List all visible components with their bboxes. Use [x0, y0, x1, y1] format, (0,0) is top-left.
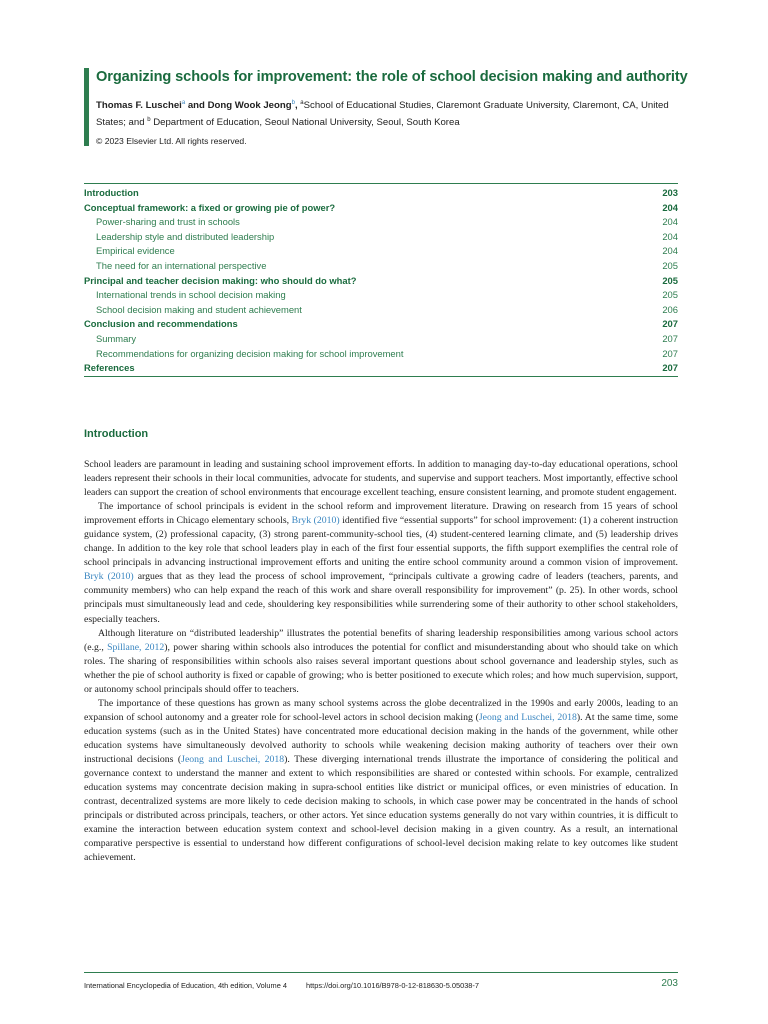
toc-entry[interactable]: [84, 244, 678, 259]
table-of-contents: [84, 186, 678, 376]
article-header: [84, 68, 696, 146]
toc-entry[interactable]: [84, 215, 678, 230]
toc-entry-page: 206: [662, 303, 678, 315]
body-paragraph: Although literature on “distributed leadership” illustrates the potential benefits of sharing leadership responsibilities among various school actors (e.g., Spillane, 2012), power sharing within schools also introduces the potential for conflict and misunderstanding about who should take on which roles. The sharing of responsibilities within schools also raises several important questions about school governance and leadership styles, such as whether the pie of school authority is fixed or capable of growing; who is better positioned to execute which roles; and how much supervision, support, or autonomy school principals should offer to teachers.: [84, 627, 678, 695]
citation-link[interactable]: Bryk (2010): [291, 515, 340, 527]
article-body: [84, 458, 678, 865]
citation-link[interactable]: Spillane, 2012: [107, 641, 165, 653]
citation-link[interactable]: Bryk (2010): [84, 571, 134, 583]
toc-entry-page: 207: [662, 318, 678, 330]
affiliation-marker: a: [300, 100, 304, 106]
body-paragraph: The importance of these questions has grown as many school systems across the globe decentralized in the 1990s and early 2000s, leading to an expansion of school autonomy and a greater role for school-level actors in school decision making (Jeong and Luschei, 2018). At the same time, some education systems (such as in the United States) have concentrated more educational decision making in the hands of the government, while other education systems have simultaneously devolved authority to schools while weakening decision making authority of teachers over their own instructional decisions (Jeong and Luschei, 2018). These diverging international trends illustrate the importance of considering the political and governance context to understand the manner and extent to which responsibilities are shared or contested within schools. For example, centralized education systems may concentrate decision making in supra-school entities like district or municipal offices, or even ministries of education. In contrast, decentralized systems are more likely to cede decision making to schools, in which case power may be concentrated in the hands of school principals or distributed across principals, teachers, or other actors. Yet since education systems generally do not vary within countries, it is difficult to examine the interaction between education system context and school-level decision making in a given country. As a result, an international comparative perspective is essential to understand how different configurations of school-level decision making relate to key outcomes like student achievement.: [84, 697, 678, 864]
affiliation-a: School of Educational Studies, Claremont Graduate University, Claremont, CA, United States; and: [96, 100, 669, 129]
toc-entry[interactable]: [84, 317, 678, 332]
toc-entry-label: Summary: [96, 332, 137, 344]
toc-entry[interactable]: [84, 230, 678, 245]
copyright-notice: © 2023 Elsevier Ltd. All rights reserved.: [96, 136, 247, 147]
toc-entry[interactable]: [84, 201, 678, 216]
toc-entry-page: 207: [662, 362, 678, 374]
author-name: Dong Wook Jeong: [207, 100, 292, 112]
toc-entry[interactable]: [84, 186, 678, 201]
body-paragraph: The importance of school principals is evident in the school reform and improvement literature. Drawing on research from 15 years of school improvement efforts in Chicago elementary schools, Bryk (2010) identified five “essential supports” for school improvement: (1) a coherent instruction guidance system, (2) professional capacity, (3) strong parent-community-school ties, (4) student-centered learning climate, and (5) leadership drives change. In addition to the key role that school leaders play in each of the first four essential supports, the fifth support exemplifies the central role of school principals in advancing instructional improvement efforts and uniting the entire school community around a common vision of improvement. Bryk (2010) argues that as they lead the process of school improvement, “principals cultivate a growing cadre of leaders (teachers, parents, and community members) who can help expand the reach of this work and share overall responsibility for improvement” (p. 25). In other words, school principals must simultaneously lead and cede, shouldering key responsibilities while surrendering some of their authority to other school stakeholders, especially teachers.: [84, 501, 678, 625]
toc-entry-page: 207: [662, 332, 678, 344]
toc-entry-label: International trends in school decision making: [96, 289, 286, 301]
citation-link[interactable]: Jeong and Luschei, 2018: [181, 753, 285, 765]
doi-link[interactable]: https://doi.org/10.1016/B978-0-12-818630-5.05038-7: [306, 981, 479, 990]
affiliation-marker: b: [147, 117, 151, 124]
footer-rule: [84, 972, 678, 973]
citation-link[interactable]: Jeong and Luschei, 2018: [478, 711, 577, 723]
toc-entry-label: References: [84, 362, 135, 374]
article-title: Organizing schools for improvement: the role of school decision making and authority: [96, 69, 688, 85]
toc-entry[interactable]: [84, 288, 678, 303]
journal-citation: International Encyclopedia of Education, 4th edition, Volume 4: [84, 981, 287, 990]
toc-entry[interactable]: [84, 361, 678, 376]
author-line: Thomas F. Luschei$^a$ and Dong Wook Jeong$^b$, $^a$School of Educational Studies, Claremont Graduate University, Claremont, CA, United States; and $^b$ Department of Education, Seoul National University, Seoul, South Korea: [96, 100, 669, 129]
toc-entry-page: 205: [662, 259, 678, 271]
toc-entry-page: 204: [662, 216, 678, 228]
toc-top-rule: [84, 183, 678, 184]
toc-entry-label: The need for an international perspective: [96, 259, 267, 271]
toc-entry-page: 204: [662, 245, 678, 257]
toc-entry-label: School decision making and student achievement: [96, 303, 302, 315]
affiliation-b: Department of Education, Seoul National University, Seoul, South Korea: [150, 117, 460, 129]
toc-entry-label: Introduction: [84, 187, 139, 198]
toc-entry-label: Leadership style and distributed leadership: [96, 230, 275, 242]
toc-bottom-rule: [84, 376, 678, 377]
toc-entry[interactable]: [84, 332, 678, 347]
toc-entry-label: Conclusion and recommendations: [84, 318, 238, 330]
toc-entry-label: Power-sharing and trust in schools: [96, 216, 240, 228]
body-paragraph: School leaders are paramount in leading and sustaining school improvement efforts. In addition to managing day-to-day educational operations, school leaders represent their schools in their local communities, advocate for students, and supervise and support teachers. Most importantly, effective school leaders can support the creation of school environments that encourage excellent teaching, ensure consistent learning, and promote student engagement.: [84, 459, 678, 499]
author-conjunction: and: [185, 100, 208, 112]
toc-entry-page: 204: [662, 201, 678, 213]
toc-entry-page: 207: [662, 347, 678, 359]
toc-entry[interactable]: [84, 259, 678, 274]
affiliation-marker[interactable]: b: [291, 100, 295, 106]
toc-entry-page: 203: [662, 187, 678, 198]
toc-entry-page: 205: [662, 274, 678, 286]
affiliation-marker[interactable]: a: [181, 100, 186, 106]
section-heading: Introduction: [84, 428, 149, 440]
toc-entry[interactable]: [84, 347, 678, 362]
toc-entry-label: Principal and teacher decision making: who should do what?: [84, 274, 357, 286]
toc-entry-label: Recommendations for organizing decision making for school improvement: [96, 347, 404, 359]
toc-entry-label: Empirical evidence: [96, 245, 175, 257]
author-name: Thomas F. Luschei: [96, 100, 182, 112]
toc-entry[interactable]: [84, 303, 678, 318]
toc-entry-page: 204: [662, 230, 678, 242]
toc-entry-page: 205: [662, 289, 678, 301]
toc-entry-label: Conceptual framework: a fixed or growing pie of power?: [84, 201, 336, 213]
page-number: 203: [661, 978, 678, 989]
toc-entry[interactable]: [84, 274, 678, 289]
